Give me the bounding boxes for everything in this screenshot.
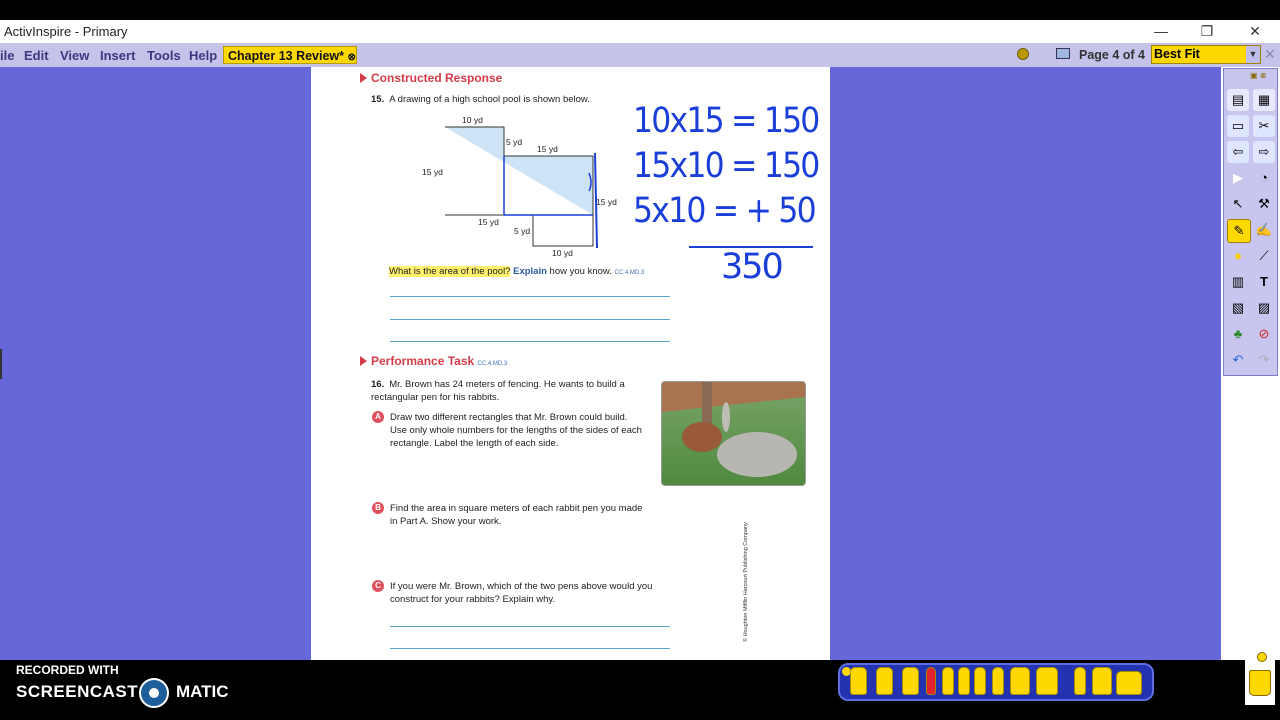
area-question — [389, 265, 644, 280]
dim-label: 15 yd — [537, 144, 558, 154]
bottom-bar — [0, 660, 1280, 720]
handwriting-line: 5x10 = + 50 — [633, 191, 815, 231]
connector-icon[interactable]: ⟋ — [1259, 248, 1269, 263]
worksheet-page[interactable] — [311, 67, 830, 660]
handwriting-line: 10x15 = 150 — [633, 101, 819, 141]
clear-icon[interactable]: ⊘ — [1258, 326, 1270, 341]
chevron-down-icon[interactable]: ▼ — [1246, 46, 1260, 63]
pen-tray — [838, 663, 1154, 701]
pen-red-icon[interactable] — [926, 667, 936, 695]
dim-label: 15 yd — [596, 197, 617, 207]
main-toolbox — [1221, 67, 1280, 660]
title-bar — [0, 20, 1280, 43]
menu-tools[interactable]: Tools — [147, 48, 181, 63]
fill-icon[interactable]: ▥ — [1231, 274, 1245, 289]
dim-label: 15 yd — [422, 167, 443, 177]
dim-label: 5 yd — [506, 137, 523, 147]
rabbit-ears — [722, 402, 730, 432]
minimize-button[interactable]: — — [1154, 23, 1168, 39]
clock-icon[interactable]: ◔ — [1260, 170, 1268, 185]
eraser-tool-icon[interactable] — [1116, 671, 1142, 695]
desktop-icon[interactable]: ▭ — [1227, 115, 1249, 137]
page-indicator: Page 4 of 4 — [1079, 48, 1145, 62]
section-header-performance — [360, 354, 507, 368]
highlighter-tool-icon[interactable] — [1010, 667, 1030, 695]
part-a-text: Draw two different rectangles that Mr. Brown could build. Use only whole numbers for the lengths of the sides of each rectangle. Label the length of each side. — [390, 412, 642, 449]
screencast-brand-suffix: MATIC — [176, 682, 229, 701]
tab-close-icon[interactable]: ⊗ — [347, 52, 356, 63]
toolbox-handle-icon[interactable]: ▣ ⊗ — [1250, 71, 1267, 80]
toolbox-panel — [1223, 68, 1278, 376]
rabbit-photo — [661, 381, 806, 486]
part-b-badge: B — [372, 502, 384, 514]
question-text: Mr. Brown has 24 meters of fencing. He wants to build a rectangular pen for his rabbits. — [371, 379, 625, 403]
highlighter-tool-icon[interactable] — [1092, 667, 1112, 695]
section-header-constructed — [360, 71, 502, 85]
screencast-brand: SCREENCAST — [16, 682, 139, 701]
trash-bin-panel — [1245, 650, 1275, 705]
shape-icon[interactable]: ● — [1234, 248, 1242, 263]
standard-code: CC.4.MD.3 — [477, 361, 508, 367]
menu-file[interactable]: ile — [0, 48, 15, 63]
magic-ink-icon[interactable]: ♣ — [1233, 326, 1243, 341]
question-text: A drawing of a high school pool is shown below. — [389, 94, 590, 105]
pen-wall — [662, 381, 805, 412]
highlighter-icon[interactable]: ✍ — [1255, 222, 1273, 237]
dim-label: 15 yd — [478, 217, 499, 227]
document-tab[interactable] — [223, 46, 357, 64]
tools-icon[interactable]: ✂ — [1253, 115, 1275, 137]
zoom-select[interactable] — [1151, 45, 1261, 64]
bin-close-icon[interactable] — [1257, 652, 1267, 662]
recorded-with-label: RECORDED WITH — [16, 663, 119, 677]
browser-icon[interactable]: ▤ — [1227, 89, 1249, 111]
play-icon[interactable]: ▶ — [1233, 170, 1243, 185]
trash-bin-icon[interactable] — [1249, 670, 1271, 696]
pen-tool-icon[interactable] — [850, 667, 867, 695]
zoom-value: Best Fit — [1154, 47, 1200, 61]
pen-tool-icon[interactable] — [1074, 667, 1086, 695]
question-16 — [371, 378, 646, 404]
wrench-icon[interactable]: ⚒ — [1258, 196, 1270, 211]
menu-bar — [0, 43, 1280, 67]
next-page-icon[interactable]: ⇨ — [1253, 141, 1275, 163]
pen-icon[interactable]: ✎ — [1227, 219, 1251, 243]
screencast-logo-icon — [139, 678, 169, 708]
menu-edit[interactable]: Edit — [24, 48, 49, 63]
document-tab-label: Chapter 13 Review* — [228, 49, 345, 63]
question-number: 15. — [371, 94, 385, 105]
section-title: Constructed Response — [371, 71, 503, 85]
resource-icon[interactable]: ▧ — [1231, 300, 1245, 315]
left-edge-handle[interactable] — [0, 349, 2, 379]
restore-button[interactable]: ❐ — [1200, 23, 1214, 39]
dim-label: 5 yd — [514, 226, 531, 236]
answer-line — [390, 296, 670, 297]
pen-tool-icon[interactable] — [992, 667, 1004, 695]
answer-line — [390, 626, 670, 627]
question-15 — [371, 93, 590, 106]
handwritten-work — [633, 101, 823, 287]
copyright-text: © Houghton Mifflin Harcourt Publishing Company — [743, 522, 749, 642]
menu-help[interactable]: Help — [189, 48, 218, 63]
triangle-icon — [360, 73, 367, 83]
explain-keyword: Explain — [513, 266, 547, 277]
handwriting-line: 15x10 = 150 — [633, 146, 819, 186]
page-icon[interactable]: ▦ — [1253, 89, 1275, 111]
page-browser-icon[interactable] — [1056, 48, 1070, 59]
section-title: Performance Task — [371, 354, 475, 368]
standard-code: CC.4.MD.3 — [614, 270, 645, 276]
answer-line — [390, 319, 670, 320]
highlighted-question: What is the area of the pool? — [389, 266, 511, 277]
dim-label: 10 yd — [552, 248, 573, 258]
rabbit-grey — [717, 432, 797, 477]
previous-page-icon[interactable]: ⇦ — [1227, 141, 1249, 163]
question-number: 16. — [371, 379, 385, 390]
flipchart-workspace[interactable] — [0, 67, 1221, 660]
part-b-text: Find the area in square meters of each rabbit pen you made in Part A. Show your work. — [390, 503, 643, 527]
pen-tool-icon[interactable] — [902, 667, 919, 695]
pen-tool-icon[interactable] — [876, 667, 893, 695]
top-black-strip — [0, 0, 1280, 20]
undo-icon[interactable]: ↶ — [1232, 352, 1244, 367]
answer-line — [390, 648, 670, 649]
pen-tool-icon[interactable] — [958, 667, 970, 695]
camera-icon[interactable]: ▨ — [1257, 300, 1271, 315]
answer-line — [390, 341, 670, 342]
pen-tool-icon[interactable] — [974, 667, 986, 695]
rabbit-brown — [682, 422, 722, 452]
part-c-badge: C — [372, 580, 384, 592]
lock-icon[interactable] — [1017, 48, 1029, 60]
pen-tool-icon[interactable] — [942, 667, 954, 695]
text-icon[interactable]: T — [1260, 274, 1268, 289]
select-arrow-icon[interactable]: ↖ — [1232, 196, 1244, 211]
menu-view[interactable]: View — [60, 48, 90, 63]
close-doc-icon[interactable]: ✕ — [1264, 46, 1276, 62]
triangle-icon — [360, 356, 367, 366]
app-title: ActivInspire - Primary — [4, 24, 128, 39]
dim-label: 10 yd — [462, 115, 483, 125]
part-c-text: If you were Mr. Brown, which of the two pens above would you construct for your rabbits? Explain why. — [390, 581, 653, 605]
menu-insert[interactable]: Insert — [100, 48, 136, 63]
close-button[interactable]: ✕ — [1249, 23, 1261, 39]
highlighter-tool-icon[interactable] — [1036, 667, 1058, 695]
redo-icon[interactable]: ↷ — [1258, 352, 1270, 367]
part-a-badge: A — [372, 411, 384, 423]
question-tail: how you know. — [546, 266, 612, 277]
handwriting-total: 350 — [721, 247, 782, 287]
